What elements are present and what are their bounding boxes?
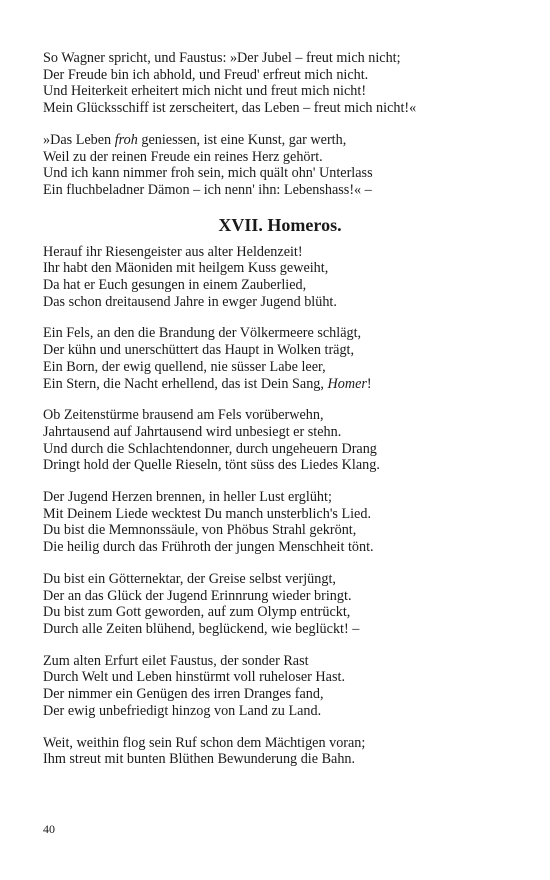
line-text: Mit Deinem Liede wecktest Du manch unsterblich's Lied.	[43, 505, 371, 522]
verse-line	[43, 506, 513, 523]
line-text: !	[366, 375, 372, 392]
verse-line	[43, 751, 513, 768]
verse-line	[43, 260, 513, 277]
line-text: Jahrtausend auf Jahrtausend wird unbesiegt er stehn.	[43, 423, 342, 440]
page-body	[43, 50, 513, 783]
emphasized-text: Homer	[327, 375, 367, 392]
verse-line	[43, 588, 513, 605]
line-text: Da hat er Euch gesungen in einem Zauberlied,	[43, 277, 307, 294]
stanza	[43, 50, 513, 117]
line-text: Der kühn und unerschüttert das Haupt in Wolken trägt,	[43, 342, 355, 359]
line-text: Ihm streut mit bunten Blüthen Bewunderung die Bahn.	[43, 751, 356, 768]
stanza	[43, 735, 513, 768]
verse-line	[43, 359, 513, 376]
line-text: Der an das Glück der Jugend Erinnrung wieder bringt.	[43, 587, 352, 604]
line-text: Und ich kann nimmer froh sein, mich quält ohn' Unterlass	[43, 165, 373, 182]
line-text: Ein Born, der ewig quellend, nie süsser Labe leer,	[43, 358, 326, 375]
verse-line	[43, 165, 513, 182]
verse-line	[43, 457, 513, 474]
line-text: Der nimmer ein Genügen des irren Dranges fand,	[43, 686, 324, 703]
stanza	[43, 244, 513, 311]
line-text: Ein Fels, an den die Brandung der Völkermeere schlägt,	[43, 325, 362, 342]
stanzas-after-heading	[43, 244, 513, 768]
verse-line	[43, 539, 513, 556]
verse-line	[43, 325, 513, 342]
verse-line	[43, 182, 513, 199]
emphasized-text: froh	[114, 131, 138, 148]
line-text: Ein fluchbeladner Dämon – ich nenn' ihn: Lebenshass!« –	[43, 181, 372, 198]
verse-line	[43, 132, 513, 149]
line-text: Weit, weithin flog sein Ruf schon dem Mächtigen voran;	[43, 734, 366, 751]
line-text: Die heilig durch das Frühroth der jungen Menschheit tönt.	[43, 539, 374, 556]
verse-line	[43, 294, 513, 311]
verse-line	[43, 571, 513, 588]
line-text: Der Freude bin ich abhold, und Freud' erfreut mich nicht.	[43, 66, 369, 83]
line-text: Durch alle Zeiten blühend, beglückend, wie beglückt! –	[43, 620, 360, 637]
verse-line	[43, 522, 513, 539]
verse-line	[43, 277, 513, 294]
verse-line	[43, 441, 513, 458]
line-text: Und durch die Schlachtendonner, durch ungeheuern Drang	[43, 440, 377, 457]
line-text: Der Jugend Herzen brennen, in heller Lust erglüht;	[43, 489, 332, 506]
line-text: Ob Zeitenstürme brausend am Fels vorüberwehn,	[43, 407, 324, 424]
section-heading: XVII. Homeros.	[218, 214, 342, 235]
line-text: geniessen, ist eine Kunst, gar werth,	[137, 131, 347, 148]
verse-line	[43, 100, 513, 117]
line-text: Du bist die Memnonssäule, von Phöbus Strahl gekrönt,	[43, 522, 357, 539]
line-text: Herauf ihr Riesengeister aus alter Heldenzeit!	[43, 243, 303, 260]
stanza	[43, 407, 513, 474]
stanza	[43, 489, 513, 556]
verse-line	[43, 67, 513, 84]
verse-line	[43, 604, 513, 621]
stanza	[43, 571, 513, 638]
verse-line	[43, 244, 513, 261]
line-text: Zum alten Erfurt eilet Faustus, der sonder Rast	[43, 652, 309, 669]
stanza	[43, 653, 513, 720]
verse-line	[43, 424, 513, 441]
line-text: Weil zu der reinen Freude ein reines Herz gehört.	[43, 148, 323, 165]
line-text: So Wagner spricht, und Faustus: »Der Jubel – freut mich nicht;	[43, 50, 401, 66]
line-text: Mein Glücksschiff ist zerscheitert, das Leben – freut mich nicht!«	[43, 100, 417, 117]
verse-line	[43, 489, 513, 506]
verse-line	[43, 735, 513, 752]
line-text: »Das Leben	[43, 131, 115, 148]
verse-line	[43, 342, 513, 359]
verse-line	[43, 686, 513, 703]
stanza	[43, 325, 513, 392]
verse-line	[43, 669, 513, 686]
verse-line	[43, 621, 513, 638]
verse-line	[43, 50, 513, 67]
verse-line	[43, 703, 513, 720]
stanza	[43, 132, 513, 199]
line-text: Du bist ein Götternektar, der Greise selbst verjüngt,	[43, 570, 336, 587]
verse-line	[43, 83, 513, 100]
line-text: Der ewig unbefriedigt hinzog von Land zu Land.	[43, 702, 322, 719]
stanzas-before-heading	[43, 50, 513, 199]
verse-line	[43, 376, 513, 393]
verse-line	[43, 407, 513, 424]
verse-line	[43, 149, 513, 166]
line-text: Das schon dreitausend Jahre in ewger Jugend blüht.	[43, 293, 337, 310]
line-text: Du bist zum Gott geworden, auf zum Olymp entrückt,	[43, 604, 351, 621]
line-text: Dringt hold der Quelle Rieseln, tönt süss des Liedes Klang.	[43, 457, 380, 474]
page-number: 40	[43, 822, 55, 836]
line-text: Ihr habt den Mäoniden mit heilgem Kuss geweiht,	[43, 260, 329, 277]
line-text: Durch Welt und Leben hinstürmt voll ruheloser Hast.	[43, 669, 345, 686]
line-text: Ein Stern, die Nacht erhellend, das ist Dein Sang,	[43, 375, 328, 392]
line-text: Und Heiterkeit erheitert mich nicht und freut mich nicht!	[43, 83, 367, 100]
verse-line	[43, 653, 513, 670]
